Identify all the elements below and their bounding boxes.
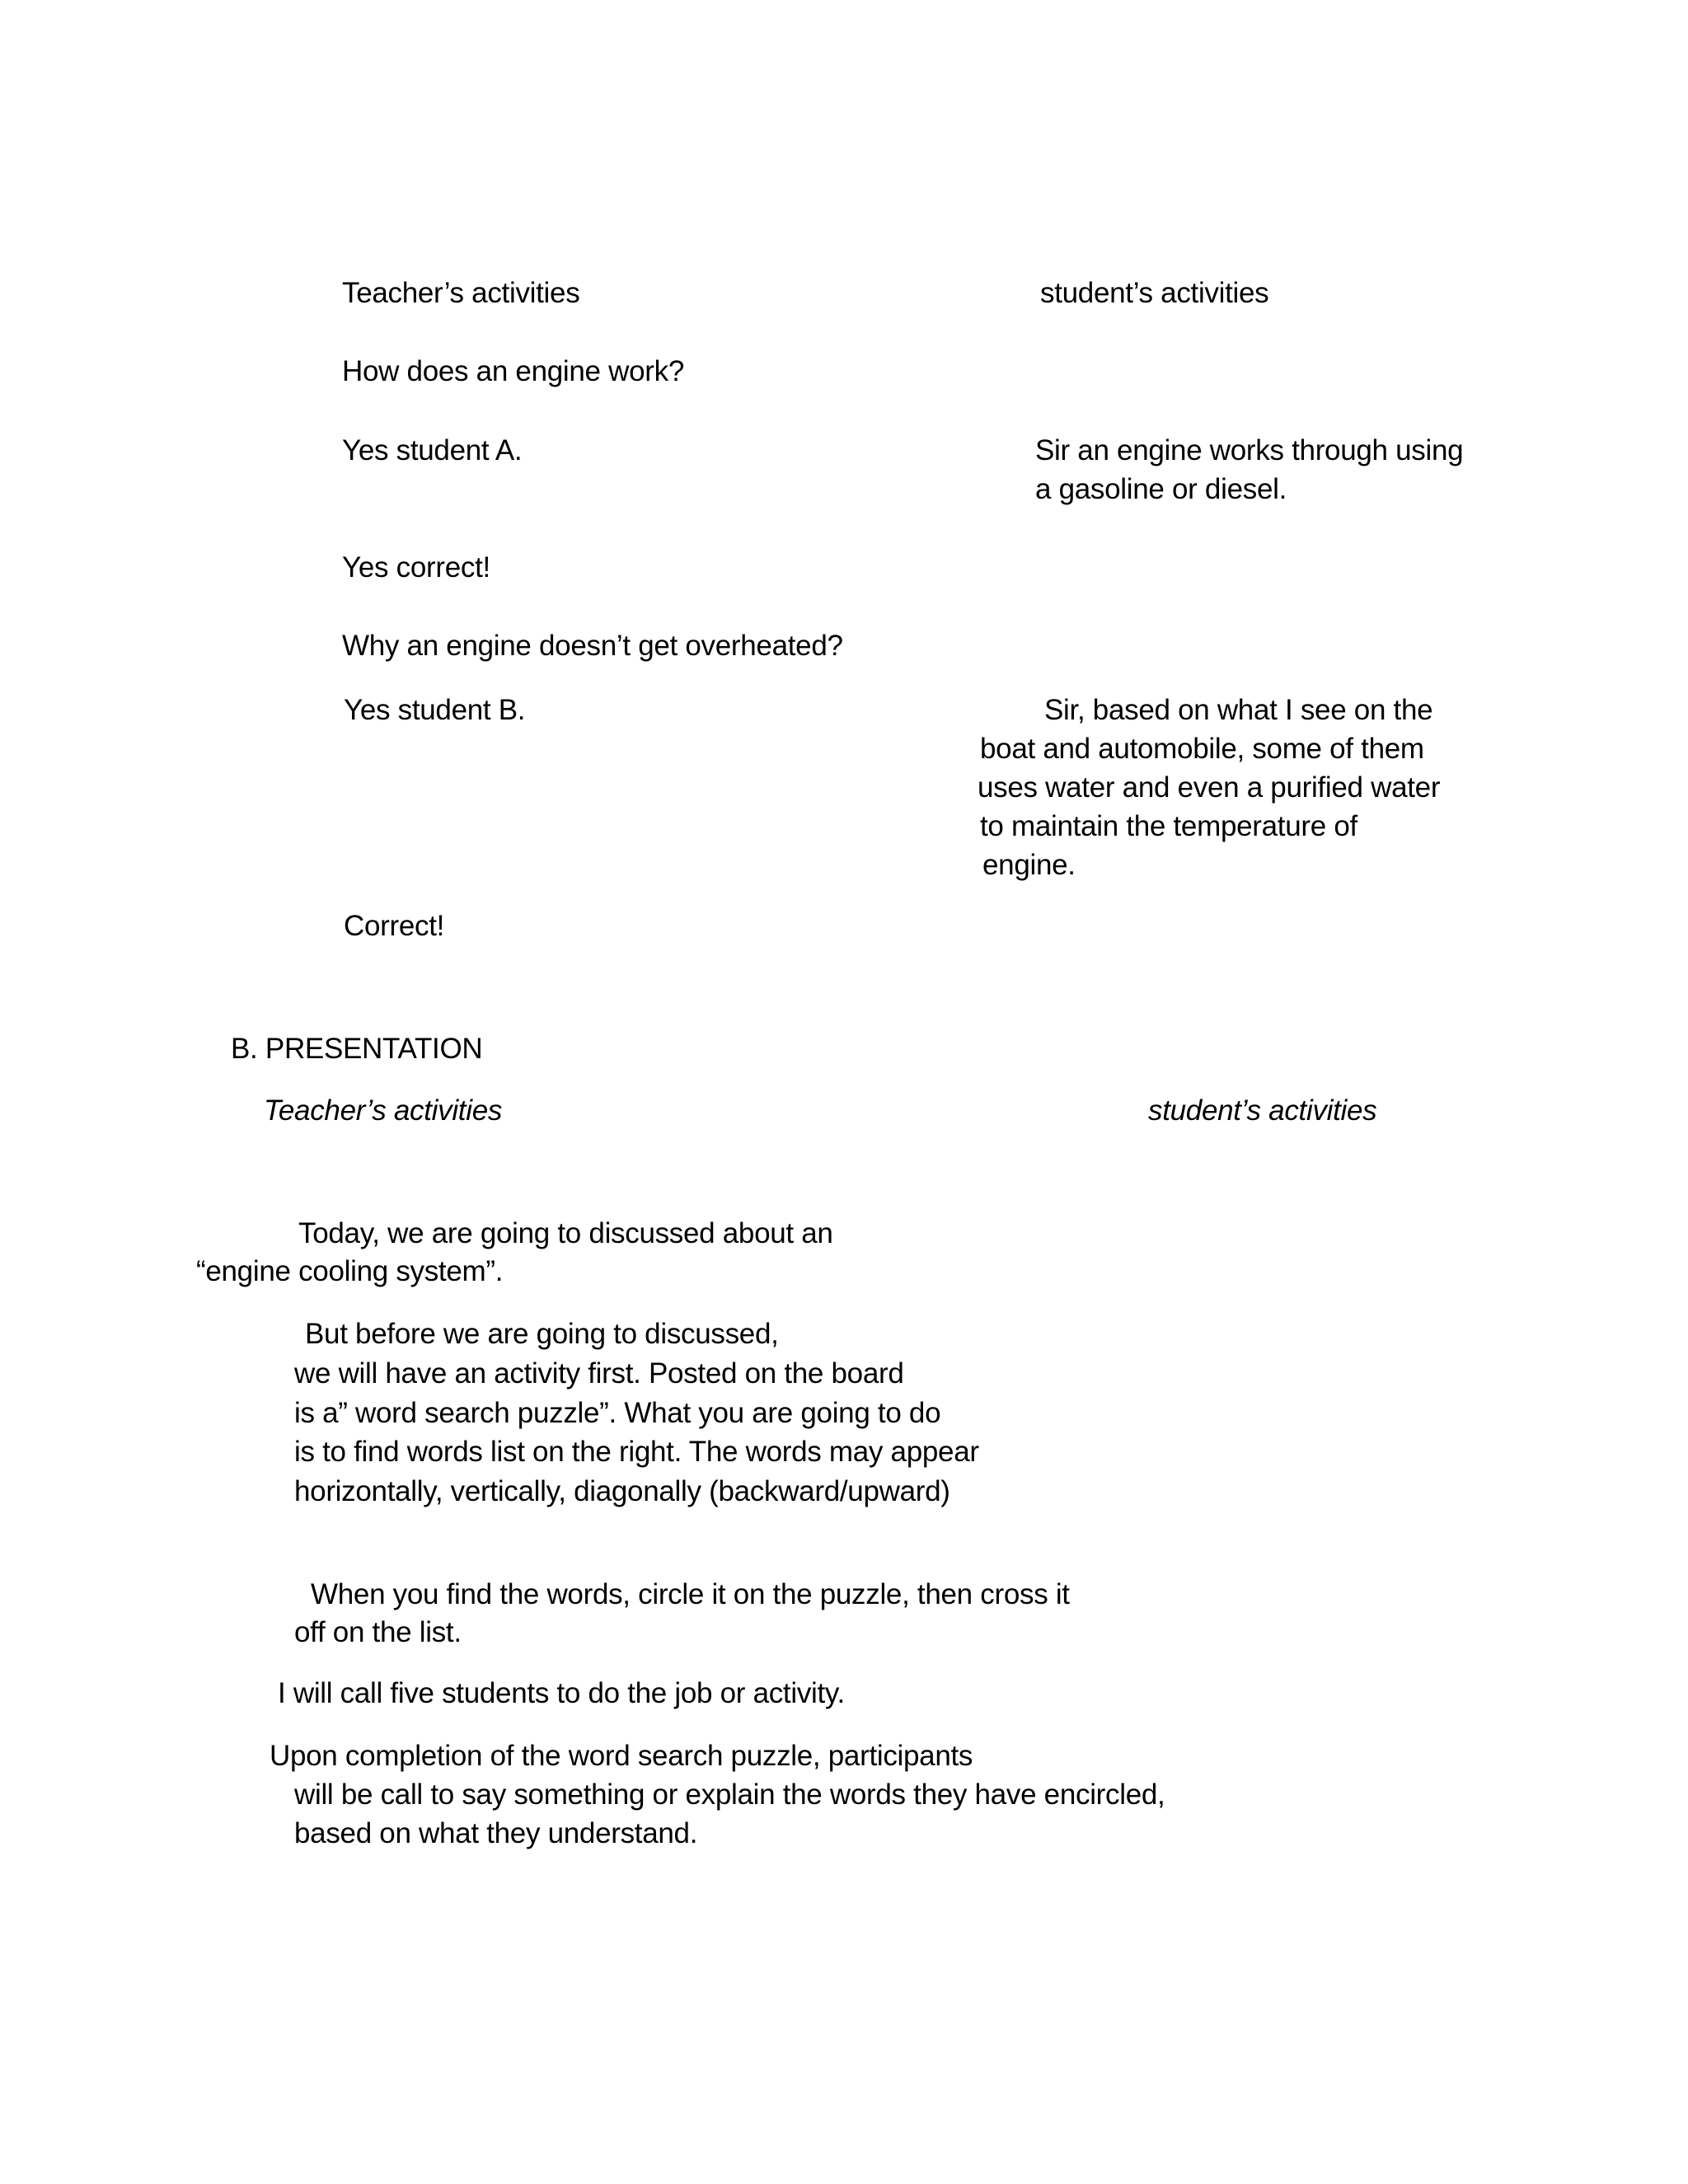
paragraph-instructions-line: When you find the words, circle it on the puzzle, then cross it: [311, 1578, 1070, 1610]
presentation-heading: B. PRESENTATION: [231, 1033, 483, 1065]
paragraph-completion-line: Upon completion of the word search puzzle, participants: [270, 1740, 973, 1772]
paragraph-activity-line: we will have an activity first. Posted on the board: [294, 1357, 904, 1390]
call-student-a: Yes student A.: [342, 434, 523, 466]
presentation-teacher-header: Teacher’s activities: [264, 1094, 503, 1127]
paragraph-activity-line: is a” word search puzzle”. What you are going to do: [294, 1397, 941, 1429]
student-b-answer-line: Sir, based on what I see on the: [1044, 694, 1433, 726]
student-b-answer-line: engine.: [982, 849, 1076, 881]
paragraph-completion-line: will be call to say something or explain the words they have encircled,: [294, 1779, 1165, 1811]
teacher-activities-header: Teacher’s activities: [342, 277, 580, 309]
student-b-answer-line: to maintain the temperature of: [980, 810, 1357, 842]
paragraph-call-students: I will call five students to do the job or activity.: [278, 1677, 845, 1709]
paragraph-intro-line: Today, we are going to discussed about an: [298, 1217, 833, 1249]
student-activities-header: student’s activities: [1040, 277, 1269, 309]
paragraph-instructions-line: off on the list.: [294, 1616, 462, 1648]
student-b-answer-line: boat and automobile, some of them: [980, 733, 1424, 765]
question-overheated: Why an engine doesn’t get overheated?: [342, 630, 843, 662]
paragraph-completion-line: based on what they understand.: [294, 1817, 698, 1849]
paragraph-intro-line: “engine cooling system”.: [196, 1255, 504, 1287]
paragraph-activity-line: horizontally, vertically, diagonally (backward/upward): [294, 1475, 950, 1507]
feedback-correct: Correct!: [344, 910, 445, 942]
paragraph-activity-line: But before we are going to discussed,: [305, 1318, 779, 1350]
student-a-answer-line: a gasoline or diesel.: [1035, 473, 1287, 505]
call-student-b: Yes student B.: [344, 694, 526, 726]
student-b-answer-line: uses water and even a purified water: [978, 771, 1441, 804]
question-engine-work: How does an engine work?: [342, 355, 685, 387]
student-a-answer-line: Sir an engine works through using: [1035, 434, 1464, 466]
presentation-student-header: student’s activities: [1148, 1094, 1377, 1127]
paragraph-activity-line: is to find words list on the right. The words may appear: [294, 1436, 979, 1468]
feedback-yes-correct: Yes correct!: [342, 551, 490, 583]
